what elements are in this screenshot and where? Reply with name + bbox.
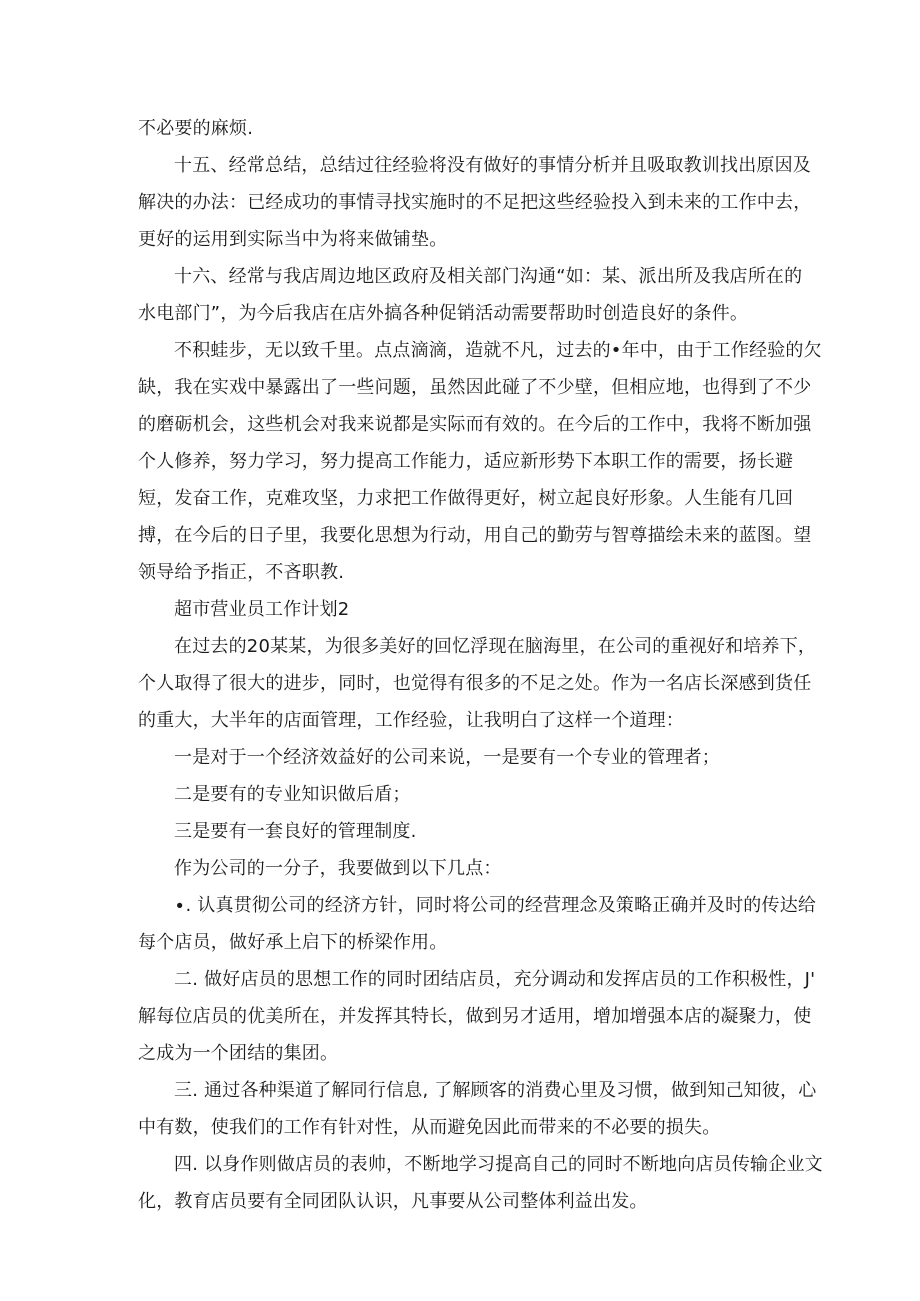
paragraph-15-line-2: 解决的办法：已经成功的事情寻找实施时的不足把这些经验投入到未来的工作中去， <box>138 192 812 213</box>
closing-paragraph-line-5: 短，发奋工作，克难攻坚，力求把工作做得更好，树立起良好形象。人生能有几回 <box>138 488 794 509</box>
item-4-line-1: 四. 以身作则做店员的表帅，不断地学习提高自己的同时不断地向店员传输企业文 <box>174 1154 823 1175</box>
item-2-line-1: 二. 做好店员的思想工作的同时团结店员，充分调动和发挥店员的工作积极性，J' <box>174 969 816 990</box>
paragraph-15-line-1: 十五、经常总结，总结过往经验将没有做好的事情分析并且吸取教训找出原因及 <box>174 155 811 176</box>
closing-paragraph-line-6: 搏，在今后的日子里，我要化思想为行动，用自己的勤劳与智尊描绘未来的蓝图。望 <box>138 525 812 546</box>
point-two-line: 二是要有的专业知识做后盾； <box>174 784 411 805</box>
point-three-line: 三是要有一套良好的管理制度. <box>174 821 417 842</box>
item-1-line-2: 每个店员，做好承上启下的桥梁作用。 <box>138 932 448 953</box>
closing-paragraph-line-2: 缺，我在实戏中暴露出了一些问题，虽然因此碰了不少壁，但相应地，也得到了不少 <box>138 377 812 398</box>
item-3-line-1: 三. 通过各种渠道了解同行信息, 了解顾客的消费心里及习惯，做到知己知彼，心 <box>174 1080 817 1101</box>
paragraph-15-line-3: 更好的运用到实际当中为将来做铺垫。 <box>138 229 448 250</box>
item-1-line-1: ∙. 认真贯彻公司的经济方针，同时将公司的经营理念及策略正确并及时的传达给 <box>174 895 817 916</box>
closing-paragraph-line-3: 的磨砺机会，这些机会对我来说都是实际而有效的。在今后的工作中，我将不断加强 <box>138 414 812 435</box>
point-one-line: 一是对于一个经济效益好的公司来说，一是要有一个专业的管理者； <box>174 747 720 768</box>
text-line: 不必要的麻烦. <box>138 118 254 139</box>
paragraph-16-line-1: 十六、经常与我店周边地区政府及相关部门沟通“如：某、派出所及我店所在的 <box>174 266 803 287</box>
closing-paragraph-line-4: 个人修养，努力学习，努力提高工作能力，适应新形势下本职工作的需要，扬长避 <box>138 451 794 472</box>
paragraph-16-line-2: 水电部门”，为今后我店在店外搞各种促销活动需要帮助时创造良好的条件。 <box>138 303 749 324</box>
item-2-line-2: 解每位店员的优美所在，并发挥其特长，做到另才适用，增加增强本店的凝聚力，使 <box>138 1006 812 1027</box>
list-intro-line: 作为公司的一分子，我要做到以下几点： <box>174 858 502 879</box>
item-2-line-3: 之成为一个团结的集团。 <box>138 1043 339 1064</box>
intro-paragraph-line-2: 个人取得了很大的进步，同时，也觉得有很多的不足之处。作为一名店长深感到货任 <box>138 673 812 694</box>
section-heading: 超市营业员工作计划2 <box>174 599 350 620</box>
intro-paragraph-line-1: 在过去的20某某，为很多美好的回忆浮现在脑海里，在公司的重视好和培养下， <box>174 636 817 657</box>
intro-paragraph-line-3: 的重大，大半年的店面管理，工作经验，让我明白了这样一个道理： <box>138 710 684 731</box>
item-3-line-2: 中有数，使我们的工作有针对性，从而避免因此而带来的不必要的损失。 <box>138 1117 721 1138</box>
closing-paragraph-line-7: 领导给予指正，不吝职教. <box>138 562 345 583</box>
closing-paragraph-line-1: 不积蛙步，无以致千里。点点滴滴，造就不凡，过去的•年中，由于工作经验的欠 <box>174 340 822 361</box>
item-4-line-2: 化，教育店员要有全同团队认识，凡事要从公司整体利益出发。 <box>138 1191 648 1212</box>
